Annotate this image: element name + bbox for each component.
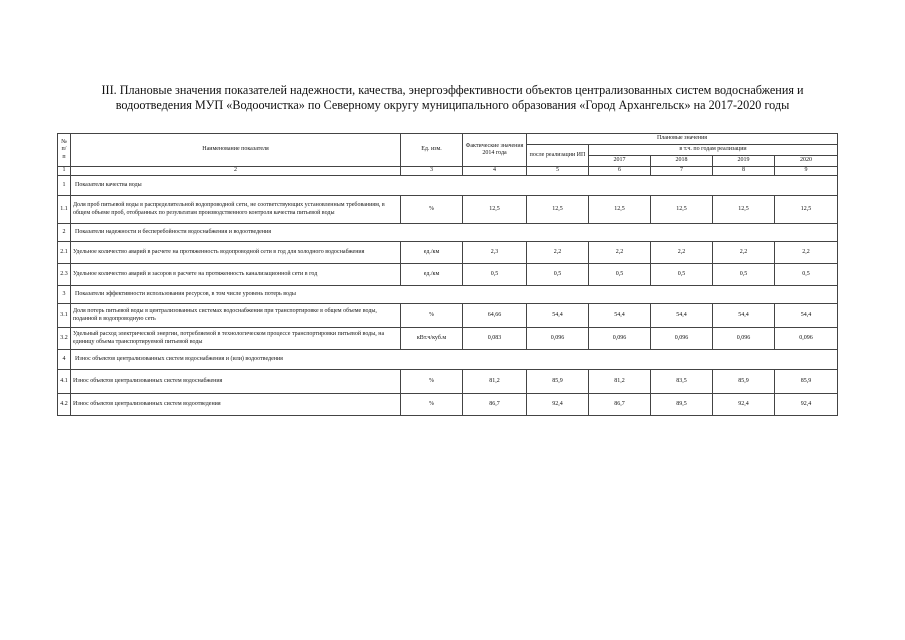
section-row bbox=[58, 224, 838, 242]
col-number: 7 bbox=[651, 167, 713, 176]
table-row bbox=[58, 196, 838, 224]
indicator-value: 54,4 bbox=[651, 304, 713, 328]
indicator-value: 54,4 bbox=[589, 304, 651, 328]
indicator-value: 12,5 bbox=[651, 196, 713, 224]
indicator-value: 0,096 bbox=[775, 328, 838, 350]
indicator-unit: % bbox=[401, 304, 463, 328]
section-row bbox=[58, 176, 838, 196]
title-line-2: водоотведения МУП «Водоочистка» по Северному округу муниципального образования «Город Архангельск» на 2017-2020 годы bbox=[115, 98, 790, 112]
table-row bbox=[58, 304, 838, 328]
indicator-value: 2,2 bbox=[589, 242, 651, 264]
indicator-value: 0,083 bbox=[463, 328, 527, 350]
header-year: 2019 bbox=[713, 156, 775, 167]
col-number: 2 bbox=[71, 167, 401, 176]
header-year: 2017 bbox=[589, 156, 651, 167]
header-row-1 bbox=[58, 134, 838, 145]
indicator-value: 12,5 bbox=[775, 196, 838, 224]
section-title: Износ объектов централизованных систем водоснабжения и (или) водоотведения bbox=[71, 350, 838, 370]
row-number: 4.2 bbox=[58, 394, 71, 416]
col-number: 9 bbox=[775, 167, 838, 176]
indicator-name: Удельное количество аварий в расчете на протяженность водопроводной сети в год для холодного водоснабжения bbox=[71, 242, 401, 264]
indicator-value: 0,5 bbox=[463, 264, 527, 286]
indicator-unit: % bbox=[401, 196, 463, 224]
indicator-value: 2,2 bbox=[527, 242, 589, 264]
header-name: Наименование показателя bbox=[71, 134, 401, 167]
indicator-value: 2,2 bbox=[775, 242, 838, 264]
indicator-value: 12,5 bbox=[527, 196, 589, 224]
header-year: 2020 bbox=[775, 156, 838, 167]
indicator-value: 0,096 bbox=[713, 328, 775, 350]
indicator-value: 92,4 bbox=[527, 394, 589, 416]
section-title: Показатели эффективности использования ресурсов, в том числе уровень потерь воды bbox=[71, 286, 838, 304]
row-number: 3.1 bbox=[58, 304, 71, 328]
table-row bbox=[58, 394, 838, 416]
header-planned: Плановые значения bbox=[527, 134, 838, 145]
indicator-value: 0,5 bbox=[713, 264, 775, 286]
header-year: 2018 bbox=[651, 156, 713, 167]
indicator-value: 85,9 bbox=[713, 370, 775, 394]
indicator-value: 2,2 bbox=[651, 242, 713, 264]
indicator-unit: % bbox=[401, 394, 463, 416]
indicator-value: 81,2 bbox=[463, 370, 527, 394]
row-number: 2.3 bbox=[58, 264, 71, 286]
indicator-unit: кВт.ч/куб.м bbox=[401, 328, 463, 350]
header-unit: Ед. изм. bbox=[401, 134, 463, 167]
row-number: 2.1 bbox=[58, 242, 71, 264]
indicator-value: 0,5 bbox=[651, 264, 713, 286]
indicator-unit: % bbox=[401, 370, 463, 394]
header-num: № п/п bbox=[58, 134, 71, 167]
indicator-value: 85,9 bbox=[527, 370, 589, 394]
header-after: после реализации ИП bbox=[527, 145, 589, 167]
header-fact: Фактические значения 2014 года bbox=[463, 134, 527, 167]
section-row bbox=[58, 286, 838, 304]
col-number: 1 bbox=[58, 167, 71, 176]
indicator-value: 83,5 bbox=[651, 370, 713, 394]
indicator-value: 0,096 bbox=[651, 328, 713, 350]
indicators-table bbox=[57, 133, 838, 416]
indicator-value: 81,2 bbox=[589, 370, 651, 394]
indicator-value: 0,5 bbox=[589, 264, 651, 286]
indicator-name: Доля потерь питьевой воды в централизованных системах водоснабжения при транспортировке в общем объеме воды, поданной в водопроводную сеть bbox=[71, 304, 401, 328]
indicator-value: 86,7 bbox=[589, 394, 651, 416]
indicator-value: 54,4 bbox=[713, 304, 775, 328]
section-title: Показатели качества воды bbox=[71, 176, 838, 196]
indicator-value: 54,4 bbox=[527, 304, 589, 328]
section-row bbox=[58, 350, 838, 370]
indicator-name: Доля проб питьевой воды в распределительной водопроводной сети, не соответствующих установленным требованиям, в общем объеме проб, отобранных по результатам производственного контроля качества питьевой воды bbox=[71, 196, 401, 224]
indicator-name: Удельный расход электрической энергии, потребляемой в технологическом процессе транспортировки питьевой воды, на единицу объема транспортируемой питьевой воды bbox=[71, 328, 401, 350]
section-number: 4 bbox=[58, 350, 71, 370]
indicator-unit: ед./км bbox=[401, 264, 463, 286]
indicator-value: 54,4 bbox=[775, 304, 838, 328]
indicator-value: 0,5 bbox=[527, 264, 589, 286]
indicator-value: 85,9 bbox=[775, 370, 838, 394]
col-number: 6 bbox=[589, 167, 651, 176]
document-title bbox=[60, 83, 845, 113]
indicator-value: 64,66 bbox=[463, 304, 527, 328]
indicator-name: Износ объектов централизованных систем водоснабжения bbox=[71, 370, 401, 394]
indicator-value: 12,5 bbox=[589, 196, 651, 224]
row-number: 4.1 bbox=[58, 370, 71, 394]
section-number: 3 bbox=[58, 286, 71, 304]
col-number: 4 bbox=[463, 167, 527, 176]
indicator-value: 92,4 bbox=[713, 394, 775, 416]
indicator-value: 92,4 bbox=[775, 394, 838, 416]
indicator-value: 0,5 bbox=[775, 264, 838, 286]
indicator-value: 12,5 bbox=[463, 196, 527, 224]
indicator-value: 12,5 bbox=[713, 196, 775, 224]
col-number: 5 bbox=[527, 167, 589, 176]
row-number: 3.2 bbox=[58, 328, 71, 350]
section-number: 2 bbox=[58, 224, 71, 242]
header-by-years: в т.ч. по годам реализации bbox=[589, 145, 838, 156]
table-row bbox=[58, 264, 838, 286]
indicator-value: 0,096 bbox=[589, 328, 651, 350]
indicator-value: 89,5 bbox=[651, 394, 713, 416]
table-row bbox=[58, 370, 838, 394]
column-number-row bbox=[58, 167, 838, 176]
col-number: 8 bbox=[713, 167, 775, 176]
indicator-name: Удельное количество аварий и засоров в расчете на протяженность канализационной сети в год bbox=[71, 264, 401, 286]
indicator-unit: ед./км bbox=[401, 242, 463, 264]
row-number: 1.1 bbox=[58, 196, 71, 224]
indicator-value: 0,096 bbox=[527, 328, 589, 350]
section-number: 1 bbox=[58, 176, 71, 196]
indicator-value: 86,7 bbox=[463, 394, 527, 416]
col-number: 3 bbox=[401, 167, 463, 176]
table-row bbox=[58, 242, 838, 264]
table-row bbox=[58, 328, 838, 350]
indicator-value: 2,3 bbox=[463, 242, 527, 264]
section-title: Показатели надежности и бесперебойности водоснабжения и водоотведения bbox=[71, 224, 838, 242]
indicator-value: 2,2 bbox=[713, 242, 775, 264]
title-line-1: III. Плановые значения показателей надежности, качества, энергоэффективности объектов централизованных систем водоснабжения и bbox=[101, 83, 804, 97]
indicator-name: Износ объектов централизованных систем водоотведения bbox=[71, 394, 401, 416]
